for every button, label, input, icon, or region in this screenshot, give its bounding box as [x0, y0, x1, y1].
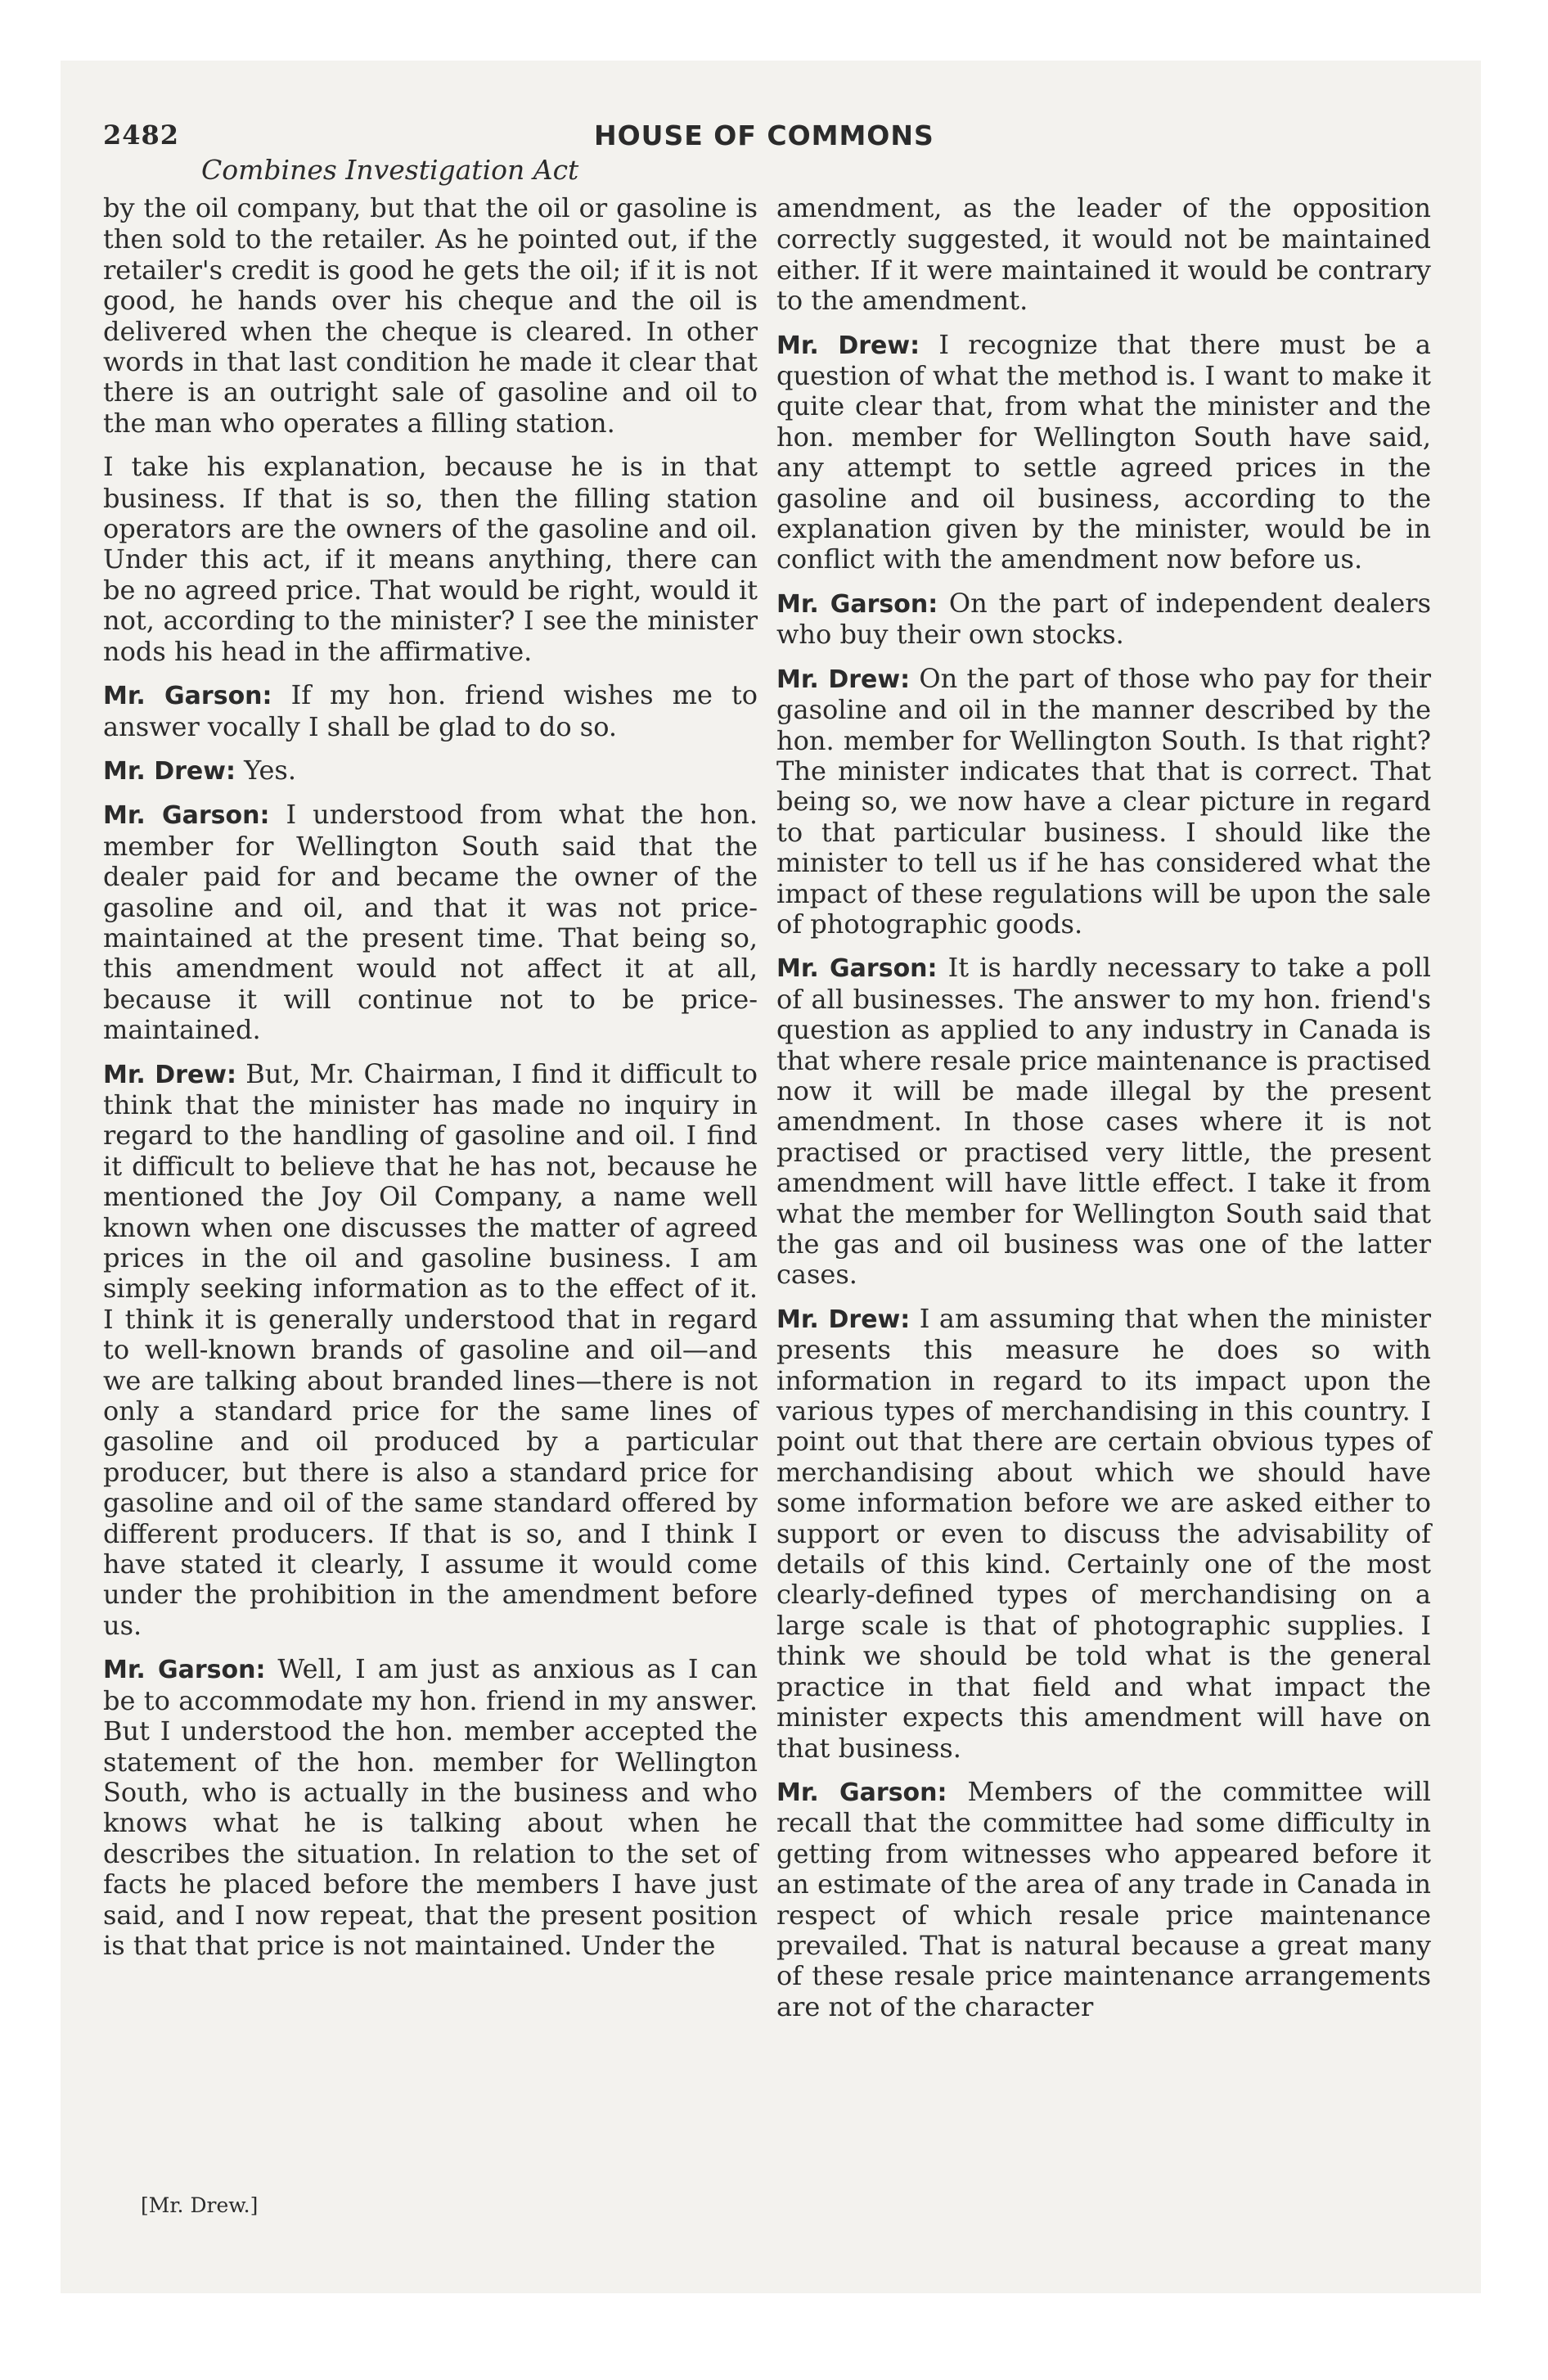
paragraph-text: amendment, as the leader of the opposition correctly suggested, it would not be maintained either. If it were maintained it would be contrary to the amendment. [776, 192, 1431, 317]
speaker-label: Mr. Garson: [776, 1778, 947, 1807]
paragraph-text: I understood from what the hon. member for Wellington South said that the dealer paid for and became the owner of the gasoline and oil, and that it was not price-maintained at the present time. That being so, this amendment would not affect it at all, because it will continue not to be price-maintained. [103, 799, 758, 1046]
paragraph [776, 588, 1431, 651]
paragraph-text: Members of the committee will recall that the committee had some difficulty in getting from witnesses who appeared before it an estimate of the area of any trade in Canada in respect of which resale price maintenance prevailed. That is natural because a great many of these resale price maintenance arrangements are not of the character [776, 1775, 1432, 2022]
paragraph-text: I take his explanation, because he is in that business. If that is so, then the filling station operators are the owners of the gasoline and oil. Under this act, if it means anything, there can be no agreed price. That would be right, would it not, according to the minister? I see the minister nods his head in the affirmative. [103, 451, 758, 667]
paragraph-text: If my hon. friend wishes me to answer vocally I shall be glad to do so. [103, 679, 758, 742]
paragraph [776, 1777, 1431, 2022]
paragraph [776, 1304, 1431, 1764]
paragraph-text: I recognize that there must be a question of what the method is. I want to make it quite clear that, from what the minister and the hon. member for Wellington South have said, any attempt to settle agreed prices in the gasoline and oil business, according to the explanation given by the minister, would be in conflict with the amendment now before us. [776, 328, 1432, 575]
speaker-label: Mr. Garson: [776, 954, 938, 984]
paragraph [776, 664, 1431, 940]
paragraph-text: On the part of independent dealers who buy their own stocks. [776, 587, 1431, 651]
paragraph [776, 193, 1431, 317]
paragraph-text: Well, I am just as anxious as I can be to accommodate my hon. friend in my answer. But I understood the hon. member accepted the statement of the hon. member for Wellington South, who is actually in the business and who knows what he is talking about when he describes the situation. In relation to the set of facts he placed before the members I have just said, and I now repeat, that the present position is that that price is not maintained. Under the [103, 1653, 758, 1961]
section-title: Combines Investigation Act [201, 154, 579, 186]
paragraph-text: It is hardly necessary to take a poll of all businesses. The answer to my hon. friend's question as applied to any industry in Canada is that where resale price maintenance is practised now it will be made illegal by the present amendment. In those cases where it is not practised or practised very little, the present amendment will have little effect. I take it from what the member for Wellington South said that the gas and oil business was one of the latter cases. [776, 952, 1431, 1291]
page-number: 2482 [103, 119, 180, 151]
speaker-label: Mr. Drew: [776, 1305, 911, 1334]
paragraph-text: Yes. [244, 754, 297, 786]
speaker-label: Mr. Garson: [776, 589, 938, 619]
speaker-label: Mr. Drew: [776, 331, 920, 360]
speaker-label: Mr. Drew: [776, 665, 911, 694]
paragraph [776, 953, 1431, 1290]
paragraph [103, 755, 758, 787]
speaker-label: Mr. Drew: [103, 756, 236, 786]
speaker-attribution: [Mr. Drew.] [141, 2193, 259, 2217]
paragraph [103, 193, 758, 439]
paragraph-text: I am assuming that when the minister presents this measure he does so with information in regard to its impact upon the various types of merchandising in this country. I point out that there are certain obvious types of merchandising about which we should have some information before we are asked either to support or even to discuss the advisability of details of this kind. Certainly one of the most clearly-defined types of merchandising on a large scale is that of photographic supplies. I think we should be told what is the general practice in that field and what impact the minister expects this amendment will have on that business. [776, 1302, 1432, 1764]
page-sheet [61, 61, 1481, 2293]
paragraph [103, 1059, 758, 1642]
paragraph-text: On the part of those who pay for their gasoline and oil in the manner described by the hon. member for Wellington South. Is that right? The minister indicates that that is correct. That being so, we now have a clear picture in regard to that particular business. I should like the minister to tell us if he has considered what the impact of these regulations will be upon the sale of photographic goods. [776, 662, 1432, 940]
left-column [103, 193, 758, 1974]
paragraph [103, 452, 758, 667]
speaker-label: Mr. Drew: [103, 1060, 236, 1089]
paragraph-text: by the oil company, but that the oil or gasoline is then sold to the retailer. As he pointed out, if the retailer's credit is good he gets the oil; if it is not good, he hands over his cheque and the oil is delivered when the cheque is cleared. In other words in that last condition he made it clear that there is an outright sale of gasoline and oil to the man who operates a filling station. [103, 192, 758, 439]
paragraph [103, 800, 758, 1045]
speaker-label: Mr. Garson: [103, 1656, 266, 1685]
paragraph-text: But, Mr. Chairman, I find it difficult to think that the minister has made no inquiry in regard to the handling of gasoline and oil. I find it difficult to believe that he has not, because he mentioned the Joy Oil Company, a name well known when one discusses the matter of agreed prices in the oil and gasoline business. I am simply seeking information as to the effect of it. I think it is generally understood that in regard to well-known brands of gasoline and oil—and we are talking about branded lines—there is not only a standard price for the same lines of gasoline and oil produced by a particular producer, but there is also a standard price for gasoline and oil of the same standard offered by different producers. If that is so, and I think I have stated it clearly, I assume it would come under the prohibition in the amendment before us. [103, 1057, 758, 1641]
running-title: HOUSE OF COMMONS [594, 119, 934, 151]
paragraph [103, 680, 758, 742]
speaker-label: Mr. Garson: [103, 682, 272, 711]
paragraph [776, 330, 1431, 575]
right-column [776, 193, 1431, 2035]
paragraph [103, 1654, 758, 1961]
speaker-label: Mr. Garson: [103, 801, 270, 831]
